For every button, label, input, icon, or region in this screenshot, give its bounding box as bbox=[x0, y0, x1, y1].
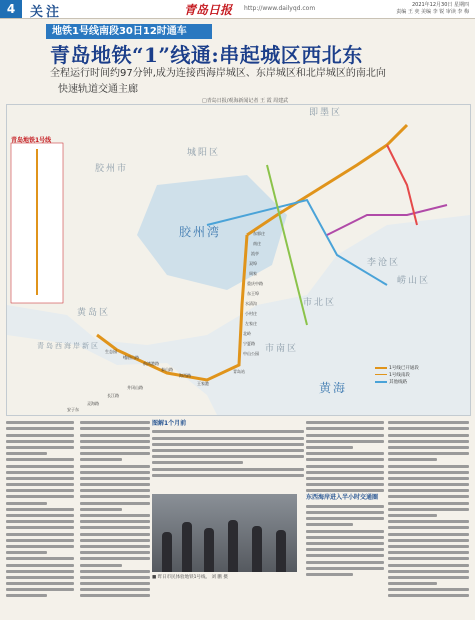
station-label: 安子东 bbox=[67, 407, 79, 412]
station-label: 井冈山路 bbox=[127, 385, 143, 390]
article-column-4 bbox=[306, 418, 384, 616]
photo-figure bbox=[162, 532, 172, 572]
station-label: 青岛站 bbox=[233, 369, 245, 374]
station-label: 长江路 bbox=[107, 393, 119, 398]
page-number: 4 bbox=[0, 0, 22, 18]
station-label: 重庆中路 bbox=[247, 281, 263, 286]
station-label: 海西路 bbox=[179, 373, 191, 378]
district-label: 即墨区 bbox=[309, 108, 343, 118]
station-label: 周家 bbox=[249, 271, 257, 276]
date-line: 2021年12月30日 星期四 bbox=[411, 2, 469, 8]
legend-label: 其他线路 bbox=[389, 380, 407, 385]
headline-kicker: 地铁1号线南段30日12时通车 bbox=[46, 24, 212, 39]
metro-map bbox=[6, 104, 471, 416]
newspaper-logo: 青岛日报 bbox=[184, 3, 233, 17]
district-label: 城阳区 bbox=[187, 148, 221, 158]
header-meta bbox=[319, 2, 469, 16]
station-label: 双埠 bbox=[249, 261, 257, 266]
district-label: 市北区 bbox=[303, 298, 337, 308]
map-legend bbox=[375, 365, 419, 386]
station-label: 灵海路 bbox=[87, 401, 99, 406]
legend-label: 1号线已开通段 bbox=[389, 366, 419, 371]
station-label: 王家港 bbox=[197, 381, 209, 386]
station-label: 北岭 bbox=[243, 331, 251, 336]
article-column-2 bbox=[80, 418, 150, 616]
legend-swatch bbox=[375, 381, 387, 383]
photo-figure bbox=[252, 526, 262, 572]
legend-item bbox=[375, 379, 419, 386]
news-photo bbox=[152, 494, 297, 572]
legend-item bbox=[375, 365, 419, 372]
station-label: 峨眉山路 bbox=[123, 355, 139, 360]
photo-figure bbox=[204, 528, 214, 572]
bay-label: 胶州湾 bbox=[179, 225, 222, 239]
legend-item bbox=[375, 372, 419, 379]
station-label: 生态园 bbox=[105, 349, 117, 354]
section-subhead: 东西海岸进入半小时交通圈 bbox=[306, 494, 379, 502]
editors-line: 责编 王 奕 美编 李 锐 审读 李 梅 bbox=[396, 9, 469, 15]
station-label: 小村庄 bbox=[245, 311, 257, 316]
legend-label: 1号线南段 bbox=[389, 373, 410, 378]
district-label: 崂山区 bbox=[397, 276, 431, 286]
masthead bbox=[0, 0, 475, 19]
headline-subtitle-line2: 快速轨道交通主廊 bbox=[58, 84, 138, 95]
station-label: 南庄 bbox=[253, 241, 261, 246]
station-label: 中山公园 bbox=[243, 351, 259, 356]
district-label: 市南区 bbox=[265, 344, 299, 354]
article-column-3 bbox=[152, 418, 304, 490]
station-label: 东王埠 bbox=[247, 291, 259, 296]
section-title: 关注 bbox=[30, 5, 63, 20]
station-label: 流亭 bbox=[251, 251, 259, 256]
photo-figure bbox=[276, 530, 286, 572]
station-label: 东郭庄 bbox=[253, 231, 265, 236]
headline-title: 青岛地铁“1”线通:串起城区西北东 bbox=[50, 43, 363, 67]
station-label: 左家庄 bbox=[245, 321, 257, 326]
station-label: 前湾港路 bbox=[143, 361, 159, 366]
district-label: 青岛西海岸新区 bbox=[37, 342, 100, 350]
byline: □青岛日报/观海新闻记者 王 霞 周建武 bbox=[202, 98, 289, 104]
section-subhead: 图解1个月前 bbox=[152, 420, 187, 427]
district-label: 李沧区 bbox=[367, 258, 401, 268]
legend-swatch bbox=[375, 367, 387, 369]
station-label: 宁夏路 bbox=[243, 341, 255, 346]
sea-label: 黄海 bbox=[319, 381, 348, 395]
article-column-1 bbox=[6, 418, 74, 616]
district-label: 胶州市 bbox=[95, 164, 129, 174]
legend-swatch bbox=[375, 374, 387, 375]
photo-caption: ■ 昨日市民体验地铁1号线。 刘 鹏 摄 bbox=[152, 575, 228, 580]
headline-subtitle-line1: 全程运行时间约97分钟,成为连接西海岸城区、东岸城区和北岸城区的南北向 bbox=[50, 68, 386, 79]
station-label: 泰山路 bbox=[161, 367, 173, 372]
district-label: 黄岛区 bbox=[77, 308, 111, 318]
article-column-5 bbox=[388, 418, 469, 616]
station-label: 水清沟 bbox=[245, 301, 257, 306]
photo-figure bbox=[182, 522, 192, 572]
newspaper-url: http://www.dailyqd.com bbox=[244, 5, 316, 12]
map-legend-title: 青岛地铁1号线 bbox=[11, 137, 52, 144]
photo-figure bbox=[228, 520, 238, 572]
